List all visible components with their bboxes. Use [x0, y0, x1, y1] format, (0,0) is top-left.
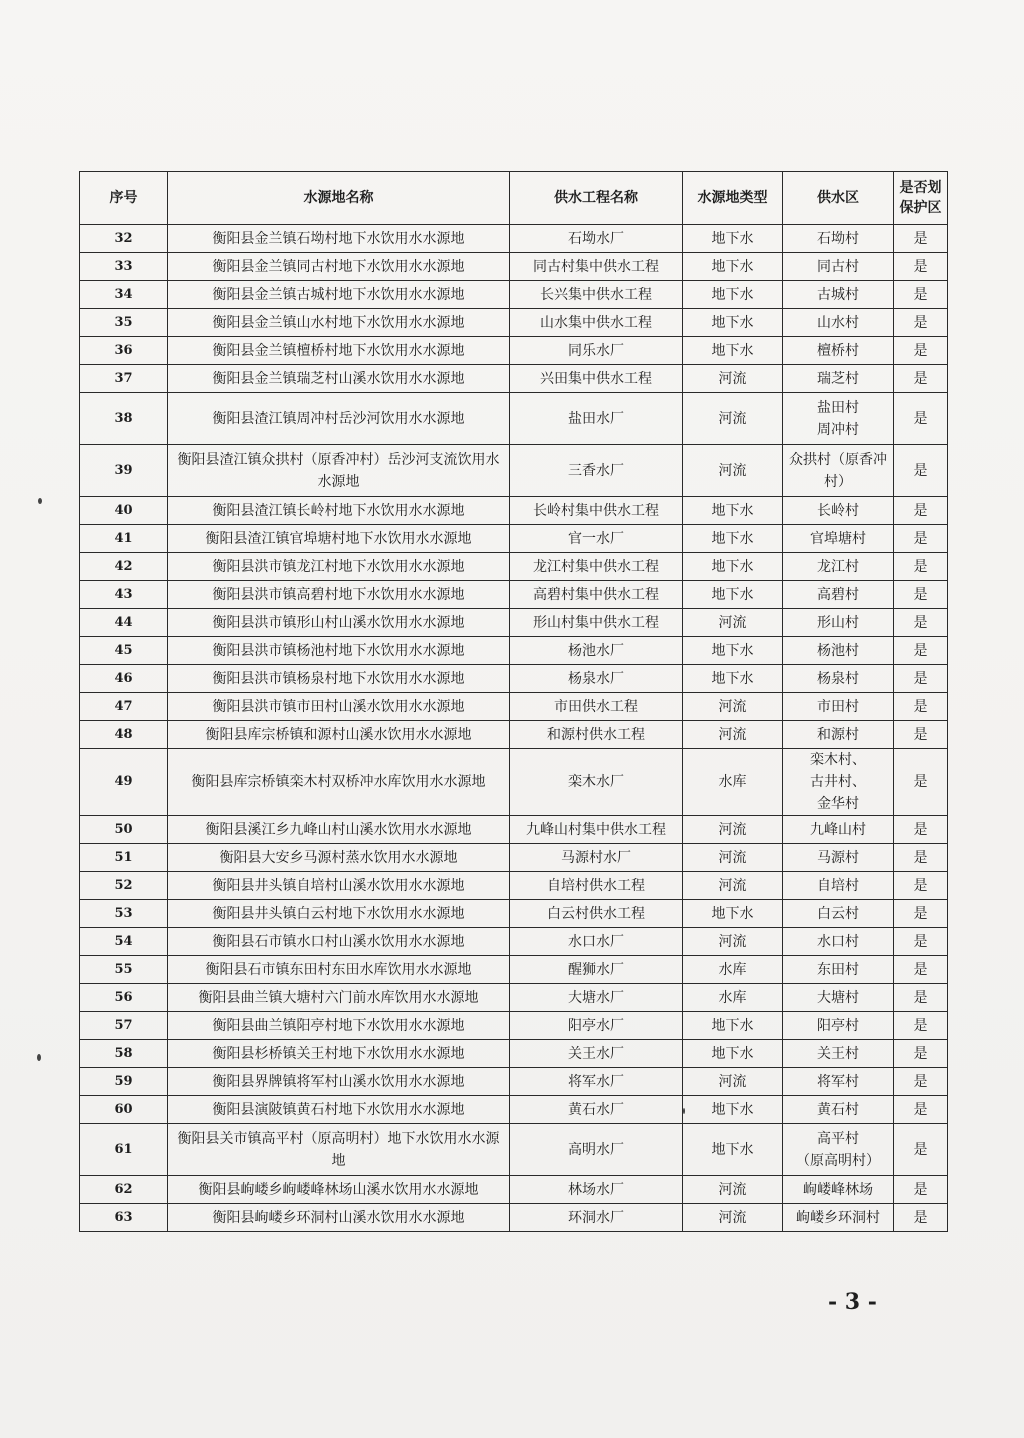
- table-row: [80, 1040, 948, 1068]
- cell-source-name: 衡阳县金兰镇同古村地下水饮用水水源地: [168, 253, 510, 281]
- cell-source-name: 衡阳县石市镇水口村山溪水饮用水水源地: [168, 928, 510, 956]
- cell-protection-zone: 是: [894, 253, 948, 281]
- cell-source-name: 衡阳县渣江镇长岭村地下水饮用水水源地: [168, 497, 510, 525]
- cell-project-name: 环洞水厂: [510, 1204, 683, 1232]
- cell-supply-area: 高碧村: [783, 581, 894, 609]
- table-row: [80, 749, 948, 816]
- header-index: 序号: [80, 172, 168, 225]
- cell-supply-area: 瑞芝村: [783, 365, 894, 393]
- cell-source-type: 河流: [683, 365, 783, 393]
- cell-project-name: 同古村集中供水工程: [510, 253, 683, 281]
- cell-index: 58: [80, 1040, 168, 1068]
- cell-protection-zone: 是: [894, 1124, 948, 1176]
- cell-source-name: 衡阳县渣江镇众拱村（原香冲村）岳沙河支流饮用水水源地: [168, 445, 510, 497]
- cell-source-name: 衡阳县洪市镇市田村山溪水饮用水水源地: [168, 693, 510, 721]
- cell-source-type: 地下水: [683, 253, 783, 281]
- cell-protection-zone: 是: [894, 581, 948, 609]
- cell-supply-area: 杨池村: [783, 637, 894, 665]
- cell-source-type: 地下水: [683, 337, 783, 365]
- cell-supply-area: 古城村: [783, 281, 894, 309]
- cell-project-name: 九峰山村集中供水工程: [510, 816, 683, 844]
- table-row: [80, 337, 948, 365]
- cell-source-type: 地下水: [683, 525, 783, 553]
- cell-protection-zone: 是: [894, 1204, 948, 1232]
- cell-supply-area: 同古村: [783, 253, 894, 281]
- cell-project-name: 自培村供水工程: [510, 872, 683, 900]
- cell-project-name: 长岭村集中供水工程: [510, 497, 683, 525]
- table-row: [80, 721, 948, 749]
- cell-supply-area: 九峰山村: [783, 816, 894, 844]
- cell-protection-zone: 是: [894, 225, 948, 253]
- cell-project-name: 同乐水厂: [510, 337, 683, 365]
- cell-project-name: 黄石水厂: [510, 1096, 683, 1124]
- cell-project-name: 栾木水厂: [510, 749, 683, 816]
- cell-project-name: 长兴集中供水工程: [510, 281, 683, 309]
- cell-source-name: 衡阳县杉桥镇关王村地下水饮用水水源地: [168, 1040, 510, 1068]
- cell-protection-zone: 是: [894, 281, 948, 309]
- cell-protection-zone: 是: [894, 365, 948, 393]
- table-row: [80, 637, 948, 665]
- cell-supply-area: 官埠塘村: [783, 525, 894, 553]
- cell-source-name: 衡阳县洪市镇龙江村地下水饮用水水源地: [168, 553, 510, 581]
- cell-source-type: 水库: [683, 984, 783, 1012]
- cell-source-type: 河流: [683, 393, 783, 445]
- table-body: [80, 225, 948, 1232]
- cell-source-name: 衡阳县金兰镇瑞芝村山溪水饮用水水源地: [168, 365, 510, 393]
- cell-index: 43: [80, 581, 168, 609]
- cell-index: 61: [80, 1124, 168, 1176]
- table-row: [80, 900, 948, 928]
- cell-source-name: 衡阳县曲兰镇大塘村六门前水库饮用水水源地: [168, 984, 510, 1012]
- cell-supply-area: 栾木村、 古井村、 金华村: [783, 749, 894, 816]
- cell-index: 33: [80, 253, 168, 281]
- cell-index: 48: [80, 721, 168, 749]
- cell-protection-zone: 是: [894, 928, 948, 956]
- water-source-table: [79, 171, 948, 1232]
- cell-index: 59: [80, 1068, 168, 1096]
- cell-project-name: 山水集中供水工程: [510, 309, 683, 337]
- cell-source-type: 地下水: [683, 637, 783, 665]
- page-number: - 3 -: [828, 1289, 877, 1315]
- cell-index: 34: [80, 281, 168, 309]
- cell-protection-zone: 是: [894, 693, 948, 721]
- cell-supply-area: 石坳村: [783, 225, 894, 253]
- cell-index: 36: [80, 337, 168, 365]
- table-row: [80, 1176, 948, 1204]
- cell-supply-area: 自培村: [783, 872, 894, 900]
- cell-supply-area: 市田村: [783, 693, 894, 721]
- cell-source-name: 衡阳县曲兰镇阳亭村地下水饮用水水源地: [168, 1012, 510, 1040]
- table-row: [80, 309, 948, 337]
- cell-project-name: 高碧村集中供水工程: [510, 581, 683, 609]
- cell-source-type: 河流: [683, 928, 783, 956]
- cell-project-name: 石坳水厂: [510, 225, 683, 253]
- cell-project-name: 大塘水厂: [510, 984, 683, 1012]
- table-row: [80, 393, 948, 445]
- cell-source-type: 河流: [683, 693, 783, 721]
- cell-source-type: 地下水: [683, 1040, 783, 1068]
- header-protection-zone: 是否划保护区: [894, 172, 948, 225]
- cell-source-name: 衡阳县金兰镇古城村地下水饮用水水源地: [168, 281, 510, 309]
- cell-project-name: 三香水厂: [510, 445, 683, 497]
- cell-source-type: 河流: [683, 445, 783, 497]
- cell-index: 63: [80, 1204, 168, 1232]
- cell-protection-zone: 是: [894, 1068, 948, 1096]
- cell-source-type: 河流: [683, 1176, 783, 1204]
- cell-source-name: 衡阳县大安乡马源村蒸水饮用水水源地: [168, 844, 510, 872]
- cell-protection-zone: 是: [894, 665, 948, 693]
- cell-project-name: 关王水厂: [510, 1040, 683, 1068]
- cell-source-name: 衡阳县石市镇东田村东田水库饮用水水源地: [168, 956, 510, 984]
- header-source-name: 水源地名称: [168, 172, 510, 225]
- cell-supply-area: 水口村: [783, 928, 894, 956]
- cell-source-type: 地下水: [683, 665, 783, 693]
- cell-source-name: 衡阳县渣江镇官埠塘村地下水饮用水水源地: [168, 525, 510, 553]
- cell-index: 42: [80, 553, 168, 581]
- cell-protection-zone: 是: [894, 816, 948, 844]
- cell-supply-area: 大塘村: [783, 984, 894, 1012]
- cell-protection-zone: 是: [894, 609, 948, 637]
- header-source-type: 水源地类型: [683, 172, 783, 225]
- cell-project-name: 阳亭水厂: [510, 1012, 683, 1040]
- cell-protection-zone: 是: [894, 445, 948, 497]
- cell-index: 49: [80, 749, 168, 816]
- table-row: [80, 928, 948, 956]
- cell-index: 41: [80, 525, 168, 553]
- cell-index: 54: [80, 928, 168, 956]
- table-row: [80, 1204, 948, 1232]
- cell-source-name: 衡阳县库宗桥镇栾木村双桥冲水库饮用水水源地: [168, 749, 510, 816]
- cell-source-type: 地下水: [683, 497, 783, 525]
- cell-project-name: 杨池水厂: [510, 637, 683, 665]
- cell-index: 40: [80, 497, 168, 525]
- cell-supply-area: 盐田村 周冲村: [783, 393, 894, 445]
- cell-index: 35: [80, 309, 168, 337]
- table-row: [80, 816, 948, 844]
- cell-index: 60: [80, 1096, 168, 1124]
- cell-source-type: 河流: [683, 844, 783, 872]
- cell-source-name: 衡阳县岣嵝乡岣嵝峰林场山溪水饮用水水源地: [168, 1176, 510, 1204]
- cell-supply-area: 龙江村: [783, 553, 894, 581]
- cell-supply-area: 马源村: [783, 844, 894, 872]
- cell-protection-zone: 是: [894, 984, 948, 1012]
- scan-speck: [37, 1054, 41, 1061]
- cell-project-name: 兴田集中供水工程: [510, 365, 683, 393]
- cell-project-name: 醒狮水厂: [510, 956, 683, 984]
- cell-source-name: 衡阳县关市镇高平村（原高明村）地下水饮用水水源地: [168, 1124, 510, 1176]
- cell-index: 45: [80, 637, 168, 665]
- cell-index: 32: [80, 225, 168, 253]
- cell-protection-zone: 是: [894, 525, 948, 553]
- table-row: [80, 365, 948, 393]
- cell-source-type: 水库: [683, 749, 783, 816]
- cell-source-name: 衡阳县洪市镇杨泉村地下水饮用水水源地: [168, 665, 510, 693]
- table-row: [80, 525, 948, 553]
- cell-project-name: 形山村集中供水工程: [510, 609, 683, 637]
- cell-project-name: 将军水厂: [510, 1068, 683, 1096]
- cell-protection-zone: 是: [894, 872, 948, 900]
- header-project-name: 供水工程名称: [510, 172, 683, 225]
- table-row: [80, 1012, 948, 1040]
- cell-project-name: 龙江村集中供水工程: [510, 553, 683, 581]
- cell-index: 37: [80, 365, 168, 393]
- cell-protection-zone: 是: [894, 844, 948, 872]
- table-row: [80, 1124, 948, 1176]
- cell-supply-area: 众拱村（原香冲村）: [783, 445, 894, 497]
- header-supply-area: 供水区: [783, 172, 894, 225]
- cell-index: 44: [80, 609, 168, 637]
- table-row: [80, 225, 948, 253]
- cell-source-type: 水库: [683, 956, 783, 984]
- cell-project-name: 林场水厂: [510, 1176, 683, 1204]
- cell-supply-area: 阳亭村: [783, 1012, 894, 1040]
- cell-protection-zone: 是: [894, 721, 948, 749]
- cell-supply-area: 高平村 （原高明村）: [783, 1124, 894, 1176]
- cell-source-type: 河流: [683, 1068, 783, 1096]
- cell-source-type: 河流: [683, 872, 783, 900]
- cell-protection-zone: 是: [894, 1176, 948, 1204]
- table-row: [80, 445, 948, 497]
- table-row: [80, 497, 948, 525]
- cell-index: 53: [80, 900, 168, 928]
- cell-source-type: 河流: [683, 816, 783, 844]
- table-row: [80, 1068, 948, 1096]
- cell-supply-area: 将军村: [783, 1068, 894, 1096]
- cell-index: 47: [80, 693, 168, 721]
- cell-protection-zone: 是: [894, 956, 948, 984]
- cell-supply-area: 形山村: [783, 609, 894, 637]
- cell-source-name: 衡阳县洪市镇高碧村地下水饮用水水源地: [168, 581, 510, 609]
- cell-protection-zone: 是: [894, 749, 948, 816]
- cell-index: 39: [80, 445, 168, 497]
- cell-supply-area: 黄石村: [783, 1096, 894, 1124]
- cell-source-type: 河流: [683, 1204, 783, 1232]
- cell-protection-zone: 是: [894, 553, 948, 581]
- cell-index: 56: [80, 984, 168, 1012]
- cell-project-name: 马源村水厂: [510, 844, 683, 872]
- cell-project-name: 杨泉水厂: [510, 665, 683, 693]
- cell-source-type: 地下水: [683, 1096, 783, 1124]
- cell-supply-area: 关王村: [783, 1040, 894, 1068]
- table-header-row: [80, 172, 948, 225]
- cell-supply-area: 和源村: [783, 721, 894, 749]
- cell-index: 50: [80, 816, 168, 844]
- cell-source-name: 衡阳县金兰镇檀桥村地下水饮用水水源地: [168, 337, 510, 365]
- cell-supply-area: 岣嵝峰林场: [783, 1176, 894, 1204]
- table-row: [80, 609, 948, 637]
- cell-source-name: 衡阳县岣嵝乡环洞村山溪水饮用水水源地: [168, 1204, 510, 1232]
- cell-supply-area: 岣嵝乡环洞村: [783, 1204, 894, 1232]
- cell-index: 55: [80, 956, 168, 984]
- cell-source-name: 衡阳县井头镇白云村地下水饮用水水源地: [168, 900, 510, 928]
- cell-project-name: 市田供水工程: [510, 693, 683, 721]
- cell-source-type: 地下水: [683, 1012, 783, 1040]
- cell-project-name: 白云村供水工程: [510, 900, 683, 928]
- cell-index: 57: [80, 1012, 168, 1040]
- cell-index: 52: [80, 872, 168, 900]
- cell-source-type: 地下水: [683, 1124, 783, 1176]
- cell-project-name: 官一水厂: [510, 525, 683, 553]
- cell-source-type: 地下水: [683, 281, 783, 309]
- cell-supply-area: 长岭村: [783, 497, 894, 525]
- cell-source-type: 地下水: [683, 309, 783, 337]
- cell-source-type: 河流: [683, 721, 783, 749]
- cell-source-type: 地下水: [683, 553, 783, 581]
- table-row: [80, 693, 948, 721]
- table-row: [80, 281, 948, 309]
- table-row: [80, 553, 948, 581]
- cell-source-type: 地下水: [683, 225, 783, 253]
- cell-source-name: 衡阳县溪江乡九峰山村山溪水饮用水水源地: [168, 816, 510, 844]
- table-row: [80, 581, 948, 609]
- cell-source-type: 地下水: [683, 900, 783, 928]
- cell-project-name: 水口水厂: [510, 928, 683, 956]
- cell-index: 62: [80, 1176, 168, 1204]
- cell-project-name: 高明水厂: [510, 1124, 683, 1176]
- table-row: [80, 984, 948, 1012]
- cell-project-name: 盐田水厂: [510, 393, 683, 445]
- cell-source-type: 地下水: [683, 581, 783, 609]
- table-row: [80, 253, 948, 281]
- cell-protection-zone: 是: [894, 900, 948, 928]
- cell-protection-zone: 是: [894, 337, 948, 365]
- cell-supply-area: 杨泉村: [783, 665, 894, 693]
- cell-source-name: 衡阳县渣江镇周冲村岳沙河饮用水水源地: [168, 393, 510, 445]
- cell-protection-zone: 是: [894, 309, 948, 337]
- cell-source-name: 衡阳县演陂镇黄石村地下水饮用水水源地: [168, 1096, 510, 1124]
- scan-speck: [683, 1108, 685, 1114]
- scan-speck: [38, 498, 42, 504]
- cell-index: 46: [80, 665, 168, 693]
- cell-supply-area: 东田村: [783, 956, 894, 984]
- cell-supply-area: 山水村: [783, 309, 894, 337]
- table-row: [80, 665, 948, 693]
- table-row: [80, 872, 948, 900]
- cell-source-name: 衡阳县金兰镇山水村地下水饮用水水源地: [168, 309, 510, 337]
- cell-supply-area: 檀桥村: [783, 337, 894, 365]
- cell-protection-zone: 是: [894, 497, 948, 525]
- cell-protection-zone: 是: [894, 1040, 948, 1068]
- cell-protection-zone: 是: [894, 1096, 948, 1124]
- table-row: [80, 956, 948, 984]
- cell-source-name: 衡阳县井头镇自培村山溪水饮用水水源地: [168, 872, 510, 900]
- cell-protection-zone: 是: [894, 1012, 948, 1040]
- cell-source-name: 衡阳县洪市镇杨池村地下水饮用水水源地: [168, 637, 510, 665]
- cell-source-name: 衡阳县界牌镇将军村山溪水饮用水水源地: [168, 1068, 510, 1096]
- cell-source-name: 衡阳县金兰镇石坳村地下水饮用水水源地: [168, 225, 510, 253]
- cell-source-name: 衡阳县洪市镇形山村山溪水饮用水水源地: [168, 609, 510, 637]
- cell-source-name: 衡阳县库宗桥镇和源村山溪水饮用水水源地: [168, 721, 510, 749]
- cell-index: 51: [80, 844, 168, 872]
- cell-source-type: 河流: [683, 609, 783, 637]
- cell-protection-zone: 是: [894, 393, 948, 445]
- cell-protection-zone: 是: [894, 637, 948, 665]
- cell-index: 38: [80, 393, 168, 445]
- table-row: [80, 1096, 948, 1124]
- cell-project-name: 和源村供水工程: [510, 721, 683, 749]
- table-row: [80, 844, 948, 872]
- cell-supply-area: 白云村: [783, 900, 894, 928]
